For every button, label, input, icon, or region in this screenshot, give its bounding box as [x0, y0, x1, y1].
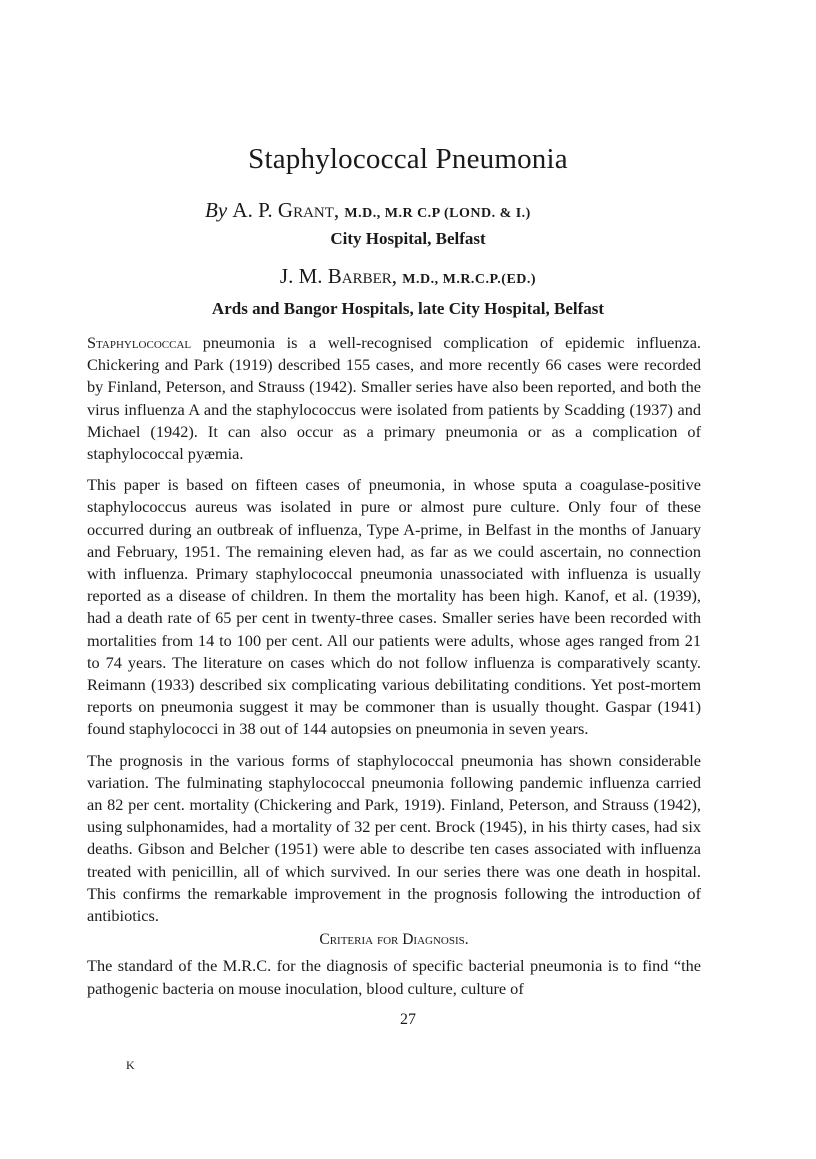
signature-mark: K — [126, 1058, 135, 1072]
author-1-name: A. P. Grant, — [232, 198, 340, 222]
author-2-degrees: M.D., M.R.C.P.(ED.) — [402, 272, 537, 287]
paragraph-1 — [87, 332, 701, 465]
paragraph-lead-word: Staphylococcal — [87, 333, 192, 352]
author-2-name: J. M. Barber, — [279, 264, 398, 288]
paragraph-text: This paper is based on fifteen cases of pneumonia, in whose sputa a coagulase-positive staphylococcus aureus was isolated in pure or almost pure culture. Only four of these occurred during an outbreak of influenza, Type A-prime, in Belfast in the months of January and February, 1951. The remaining eleven had, as far as we could ascertain, no connection with influenza. Primary staphylococcal pneumonia unassociated with influenza is usually reported as a disease of children. In them the mortality has been high. Kanof, et al. (1939), had a death rate of 65 per cent in twenty-three cases. Smaller series have been recorded with mortalities from 14 to 100 per cent. All our patients were adults, whose ages ranged from 21 to 74 years. The literature on cases which do not follow influenza is comparatively scanty. Reimann (1933) described six complicating various debilitating conditions. Yet post-mortem reports on pneumonia suggest it may be commoner than is usually thought. Gaspar (1941) found staphylococci in 38 out of 144 autopsies on pneumonia in seven years. — [87, 475, 701, 739]
author-1-degrees: M.D., M.R C.P (LOND. & I.) — [344, 206, 531, 221]
paragraph-4 — [87, 955, 701, 999]
article-body — [87, 332, 701, 1009]
paragraph-text: The prognosis in the various forms of staphylococcal pneumonia has shown considerable variation. The fulminating staphylococcal pneumonia following pandemic influenza carried an 82 per cent. mortality (Chickering and Park, 1919). Finland, Peterson, and Strauss (1942), using sulphonamides, had a mortality of 32 per cent. Brock (1945), in his thirty cases, had six deaths. Gibson and Belcher (1951) were able to describe ten cases associated with influenza treated with penicillin, all of which survived. In our series there was one death in hospital. This confirms the remarkable improvement in the prognosis following the introduction of antibiotics. — [87, 750, 701, 926]
paragraph-3 — [87, 750, 701, 928]
author-2-affiliation: Ards and Bangor Hospitals, late City Hospital, Belfast — [211, 299, 605, 318]
section-heading: Criteria for Diagnosis. — [319, 931, 469, 949]
paragraph-text: The standard of the M.R.C. for the diagnosis of specific bacterial pneumonia is to find “the pathogenic bacteria on mouse inoculation, blood culture, culture of — [87, 956, 701, 998]
author-1-prefix: By — [205, 198, 228, 222]
author-1-affiliation: City Hospital, Belfast — [330, 229, 486, 248]
paragraph-text: pneumonia is a well-recognised complication of epidemic influenza. Chickering and Park (1919) described 155 cases, and more recently 66 cases were recorded by Finland, Peterson, and Strauss (1942). Smaller series have also been reported, and both the virus influenza A and the staphylococcus were isolated from patients by Scadding (1937) and Michael (1942). It can also occur as a primary pneumonia or as a complication of staphylococcal pyæmia. — [87, 333, 701, 464]
author-2-line — [0, 264, 816, 289]
paragraph-2 — [87, 474, 701, 740]
page-number: 27 — [400, 1011, 416, 1028]
page-title: Staphylococcal Pneumonia — [248, 143, 568, 175]
author-1-line — [205, 198, 531, 223]
